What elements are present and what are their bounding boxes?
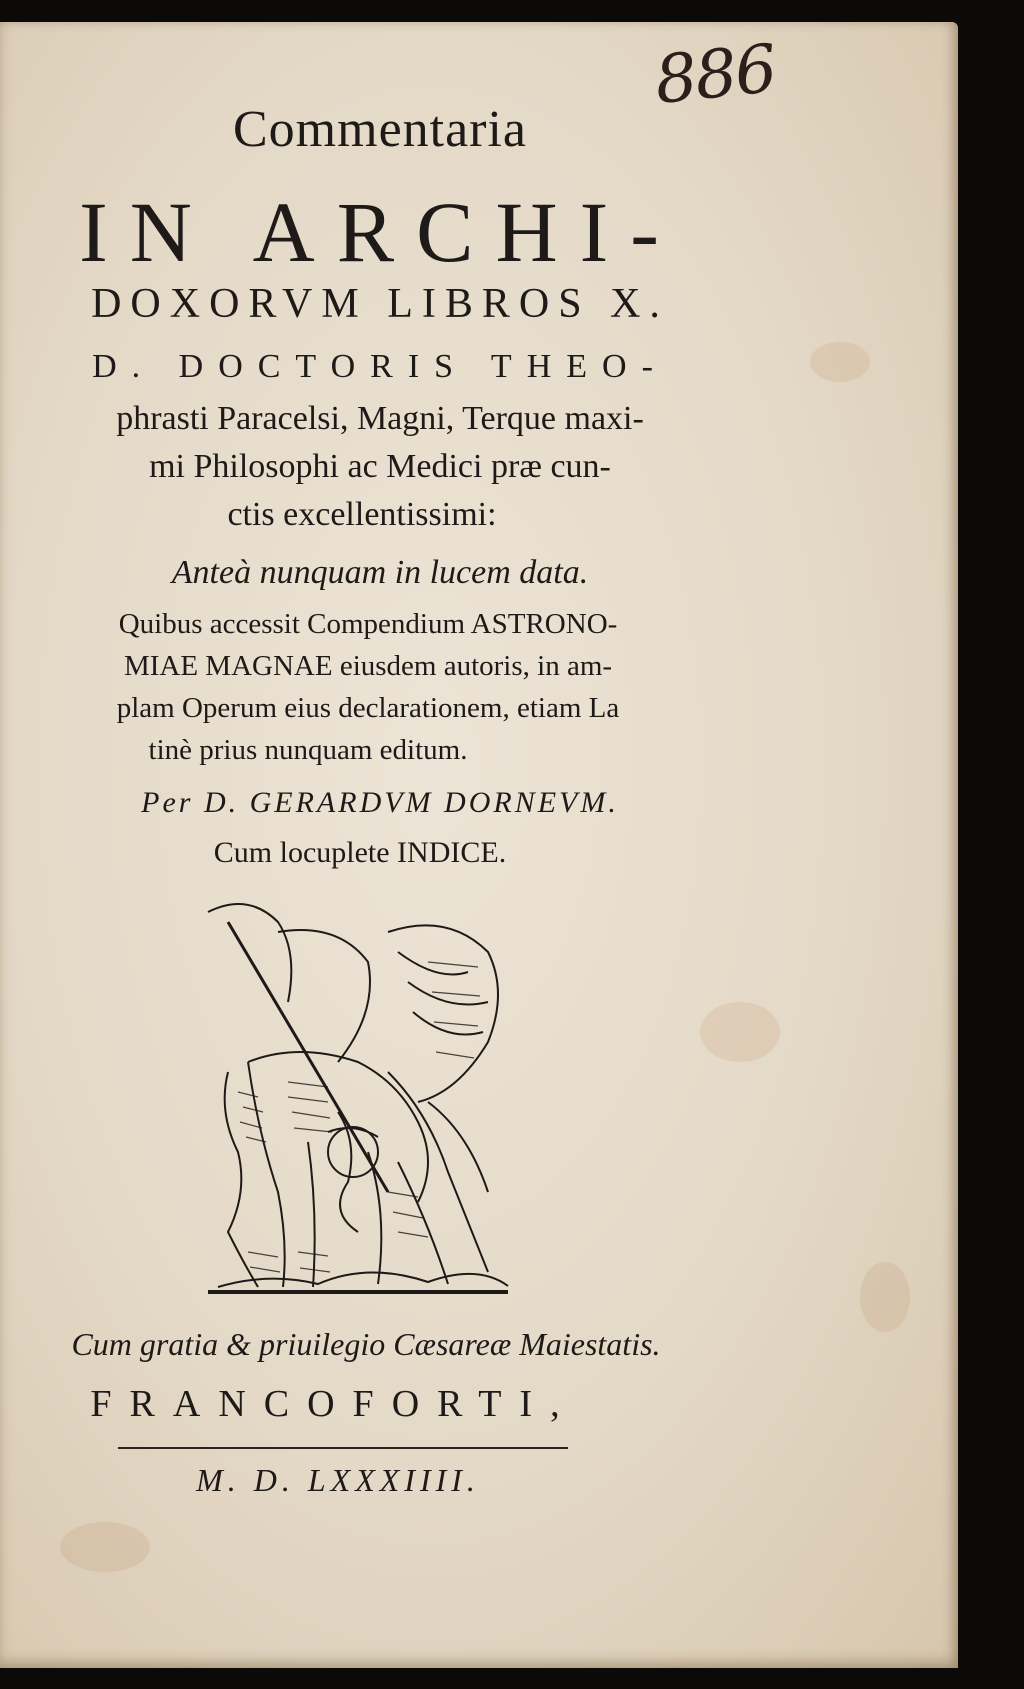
title-page bbox=[0, 22, 958, 1668]
imprint-place: FRANCOFORTI, bbox=[90, 1383, 578, 1425]
foxing-stain bbox=[860, 1262, 910, 1332]
manuscript-shelf-number: 886 bbox=[651, 29, 779, 120]
description-line-1: Quibus accessit Compendium ASTRONO- bbox=[118, 608, 618, 640]
description-line-2: MIAE MAGNAE eiusdem autoris, in am- bbox=[123, 650, 613, 682]
privilege-line: Cum gratia & priuilegio Cæsareæ Maiestatis. bbox=[71, 1326, 661, 1362]
editor-line: Per D. GERARDVM DORNEVM. bbox=[141, 786, 619, 819]
foxing-stain bbox=[700, 1002, 780, 1062]
title-line-2: IN ARCHI- bbox=[79, 184, 681, 280]
imprint-date: M. D. LXXXIIII. bbox=[196, 1462, 480, 1498]
title-line-7: ctis excellentissimi: bbox=[227, 496, 497, 533]
title-line-3: DOXORVM LIBROS X. bbox=[91, 281, 669, 327]
title-line-6: mi Philosophi ac Medici præ cun- bbox=[149, 448, 611, 485]
title-line-5: phrasti Paracelsi, Magni, Terque maxi- bbox=[116, 400, 644, 437]
subtitle: Anteà nunquam in lucem data. bbox=[171, 554, 589, 591]
title-line-4: D. DOCTORIS THEO- bbox=[92, 348, 668, 385]
index-note: Cum locuplete INDICE. bbox=[213, 836, 507, 869]
title-line-1: Commentaria bbox=[232, 101, 528, 158]
woodcut-illustration bbox=[188, 892, 528, 1312]
foxing-stain bbox=[810, 342, 870, 382]
description-line-4: tinè prius nunquam editum. bbox=[148, 734, 468, 766]
description-line-3: plam Operum eius declarationem, etiam La bbox=[116, 692, 620, 724]
divider-rule bbox=[118, 1447, 568, 1449]
foxing-stain bbox=[60, 1522, 150, 1572]
